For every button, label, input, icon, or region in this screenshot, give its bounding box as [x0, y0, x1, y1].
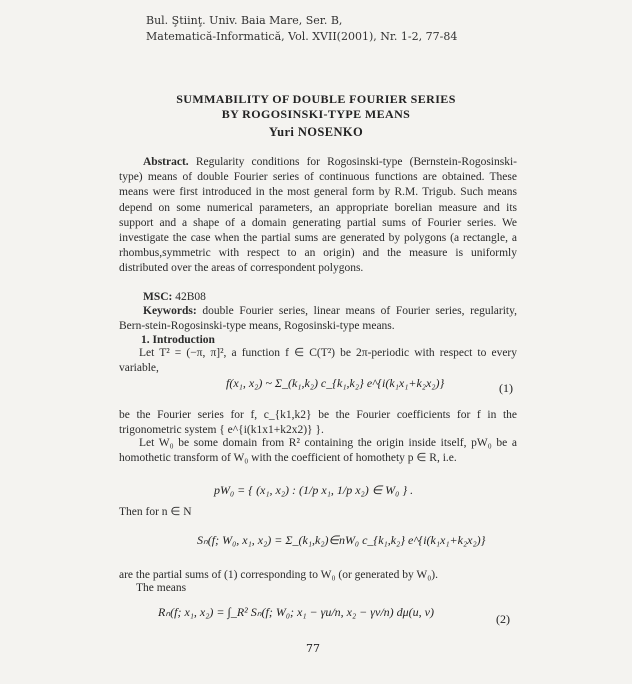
- intro-heading: 1. Introduction: [141, 334, 215, 346]
- body-paragraph-3: Let W₀ be some domain from R² containing the origin inside itself, pW₀ be a homothetic transform of W₀ with the coefficient of homothety p ∈ R, i.e.: [119, 437, 517, 465]
- paper-title-line2: BY ROGOSINSKI-TYPE MEANS: [221, 107, 411, 121]
- body-paragraph-2: be the Fourier series for f, c_{k1,k2} be the Fourier coefficients for f in the trigonometric system { e^{i(k1x1+k2x2)} }.: [119, 409, 517, 437]
- body-paragraph-5: are the partial sums of (1) corresponding to W₀ (or generated by W₀).: [119, 569, 438, 581]
- journal-header-line2: Matematică-Informatică, Vol. XVII(2001), Nr. 1-2, 77-84: [146, 30, 458, 43]
- equation-homothety: pW₀ = { (x₁, x₂) : (1/p x₁, 1/p x₂) ∈ W₀ } .: [214, 483, 414, 497]
- journal-header-line1: Bul. Ştiinţ. Univ. Baia Mare, Ser. B,: [146, 14, 343, 27]
- keywords-paragraph: [119, 304, 517, 334]
- equation-2-number: (2): [496, 612, 510, 626]
- equation-1-number: (1): [499, 381, 513, 395]
- msc-label: MSC:: [143, 291, 173, 303]
- body-paragraph-6: The means: [136, 582, 187, 594]
- paper-title-line1: SUMMABILITY OF DOUBLE FOURIER SERIES: [176, 92, 456, 106]
- keywords-text: double Fourier series, linear means of Fourier series, regularity, Bern-stein-Rogosinski-type means, Rogosinski-type means.: [119, 305, 518, 333]
- keywords-label: Keywords:: [143, 305, 197, 317]
- paper-author: Yuri NOSENKO: [268, 125, 364, 139]
- body-paragraph-1: Let T² = (−π, π]², a function f ∈ C(T²) be 2π-periodic with respect to every variable,: [119, 347, 517, 375]
- msc-value: 42B08: [175, 291, 206, 303]
- equation-2: Rₙ(f; x₁, x₂) = ∫_R² Sₙ(f; W₀; x₁ − γu/n, x₂ − γv/n) dμ(u, v): [158, 605, 434, 619]
- abstract-label: Abstract.: [143, 156, 189, 168]
- abstract-paragraph: [119, 155, 517, 277]
- equation-1: f(x₁, x₂) ~ Σ_(k₁,k₂) c_{k₁,k₂} e^{i(k₁x₁+k₂x₂)}: [226, 376, 445, 390]
- page-number: 77: [306, 642, 320, 655]
- abstract-text: Regularity conditions for Rogosinski-type (Bernstein-Rogosinski-type) means of double Fourier series of continuous functions are obtained. These means were first introduced in the most general form by R.M. Trigub. Such means depend on some numerical parameters, an appropriate borelian measure and its support and a shape of a domain generating partial sums of Fourier series. We investigate the case when the partial sums are generated by polygons (a rectangle, a rhombus,symmetric with respect to an origin) and the measure is uniformly distributed over the areas of correspondent polygons.: [119, 156, 517, 275]
- equation-partial-sums: Sₙ(f; W₀, x₁, x₂) = Σ_(k₁,k₂)∈nW₀ c_{k₁,k₂} e^{i(k₁x₁+k₂x₂)}: [197, 533, 486, 547]
- msc-line: [143, 290, 541, 305]
- body-paragraph-4: Then for n ∈ N: [119, 506, 192, 518]
